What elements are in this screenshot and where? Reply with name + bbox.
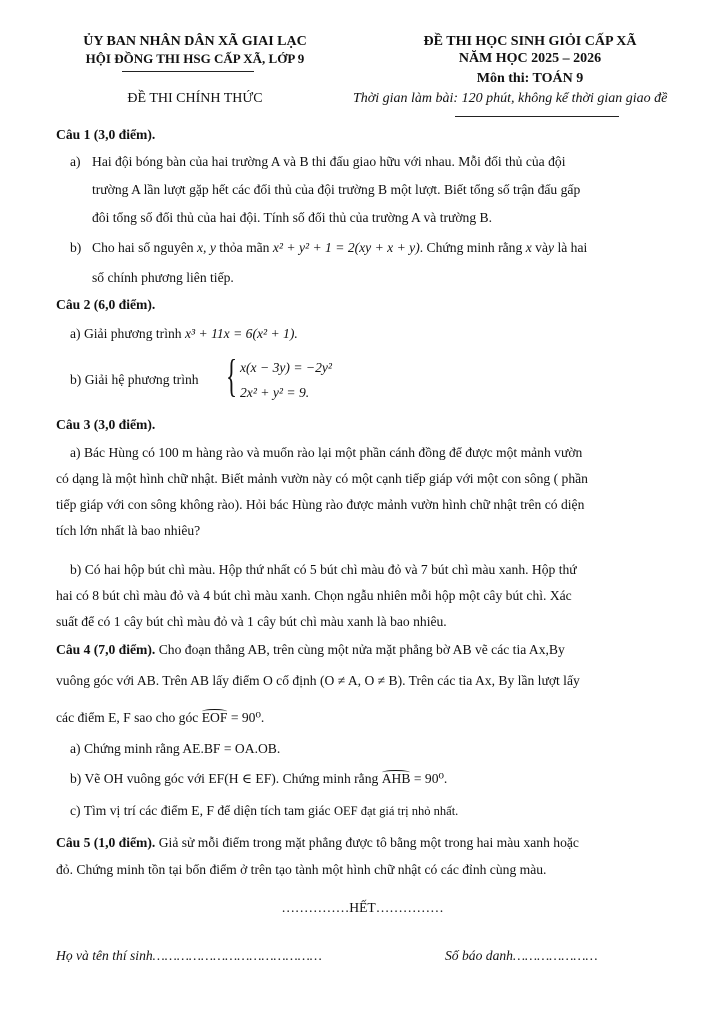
- q1-title: Câu 1 (3,0 điểm).: [56, 127, 156, 142]
- q1-b-x: x: [525, 240, 532, 255]
- exam-title: ĐỀ THI HỌC SINH GIỎI CẤP XÃ: [423, 34, 637, 49]
- q4-a: a) Chứng minh rằng AE.BF = OA.OB.: [70, 741, 281, 756]
- q3-a-line3: tiếp giáp với con sông không rào). Hỏi bác Hùng rào được mảnh vườn hình chữ nhật trên có diện: [56, 497, 585, 512]
- q4-c-end: OEF đạt giá trị nhỏ nhất.: [334, 804, 459, 818]
- q4-angle-eof: EOF: [201, 710, 228, 725]
- q1-b-line2: số chính phương liên tiếp.: [92, 270, 234, 285]
- system-brace: {: [226, 350, 238, 401]
- q1-b-line1: [92, 240, 587, 256]
- q4-text2: vuông góc với AB. Trên AB lấy điểm O cố định: [56, 673, 317, 688]
- q5-text1: Giả sử mỗi điểm trong mặt phẳng được tô bằng một trong hai màu xanh hoặc: [158, 835, 579, 850]
- q1-b-text2: thỏa mãn: [219, 240, 270, 255]
- q3-title: Câu 3 (3,0 điểm).: [56, 417, 156, 432]
- q4-angle-ahb: AHB: [381, 771, 411, 786]
- q2-a: [70, 326, 298, 342]
- q3-a-line2: có dạng là một hình chữ nhật. Biết mảnh vườn này có một cạnh tiếp giáp với một con sông ( phần: [56, 471, 588, 486]
- q4-text4: các điểm E, F sao cho góc: [56, 710, 199, 725]
- q2-b-eq2: 2x² + y² = 9.: [240, 385, 310, 400]
- q4-line2: [56, 673, 580, 689]
- right-underline: [455, 116, 619, 117]
- q1-b-text4: là hai: [557, 240, 588, 255]
- q4-c: [70, 803, 458, 819]
- q4-b-text: b) Vẽ OH vuông góc với EF(H ∈ EF). Chứng minh rằng: [70, 771, 379, 786]
- q2-b-text: b) Giải hệ phương trình: [70, 372, 199, 387]
- q4-c-text: c) Tìm vị trí các điểm E, F để diện tích tam giác: [70, 803, 331, 818]
- q4-title: Câu 4 (7,0 điểm).: [56, 642, 156, 657]
- q4-line1: [56, 642, 565, 658]
- q2-a-equation: x³ + 11x = 6(x² + 1).: [184, 326, 298, 341]
- candidate-number: Số báo danh…………………: [445, 948, 598, 963]
- council-name: HỘI ĐỒNG THI HSG CẤP XÃ, LỚP 9: [85, 51, 305, 66]
- q2-title: Câu 2 (6,0 điểm).: [56, 297, 156, 312]
- q4-b: [70, 771, 447, 787]
- candidate-name: Họ và tên thí sinh……………………………………: [56, 948, 322, 963]
- school-year: NĂM HỌC 2025 – 2026: [458, 51, 602, 66]
- q1-b-vars: x, y: [196, 240, 216, 255]
- q1-b-text1: Cho hai số nguyên: [92, 240, 194, 255]
- q1-a-line3: đôi tổng số đối thủ của hai đội. Tính số đối thủ của trường A và trường B.: [92, 210, 493, 225]
- q4-line3: [56, 710, 264, 726]
- authority-name: ỦY BAN NHÂN DÂN XÃ GIAI LẠC: [83, 34, 307, 49]
- q3-a-line4: tích lớn nhất là bao nhiêu?: [56, 523, 201, 538]
- q4-text5: = 90⁰.: [230, 710, 265, 725]
- official-exam-label: ĐỀ THI CHÍNH THỨC: [127, 91, 263, 106]
- q5-line1: [56, 835, 579, 851]
- q2-a-text: a) Giải phương trình: [70, 326, 182, 341]
- end-marker: ……………HẾT……………: [281, 900, 444, 915]
- q3-b-line1: b) Có hai hộp bút chì màu. Hộp thứ nhất có 5 bút chì màu đỏ và 7 bút chì màu xanh. Hộp thứ: [70, 562, 577, 577]
- q3-a-line1: a) Bác Hùng có 100 m hàng rào và muốn rào lại một phần cánh đồng để được một mảnh vườn: [70, 445, 583, 460]
- q4-text3: . Trên các tia Ax, By lần lượt lấy: [402, 673, 580, 688]
- time-allowed: Thời gian làm bài: 120 phút, không kể thời gian giao đề: [353, 91, 668, 106]
- q4-condition: (O ≠ A, O ≠ B): [319, 673, 403, 688]
- q1-a-line2: trường A lần lượt gặp hết các đối thủ của đội trường B một lượt. Biết tổng số trận đấu gấp: [92, 182, 581, 197]
- q1-b-and: và: [535, 240, 548, 255]
- q3-b-line2: hai có 8 bút chì màu đỏ và 4 bút chì màu xanh. Chọn ngẫu nhiên mỗi hộp một cây bút chì. Xác: [56, 588, 572, 603]
- left-underline: [122, 71, 254, 72]
- q4-b-end: = 90⁰.: [413, 771, 448, 786]
- q2-b-eq1: x(x − 3y) = −2y²: [240, 360, 332, 375]
- q5-line2: đỏ. Chứng minh tồn tại bốn điểm ở trên tạo tành một hình chữ nhật có các đỉnh cùng màu.: [56, 862, 547, 877]
- q4-text1: Cho đoạn thẳng AB, trên cùng một nửa mặt phẳng bờ AB vẽ các tia Ax,By: [158, 642, 565, 657]
- q1-b-equation: x² + y² + 1 = 2(xy + x + y): [272, 240, 420, 255]
- q1-b-y: y: [547, 240, 555, 255]
- subject: Môn thi: TOÁN 9: [476, 71, 584, 86]
- q1-b-text3: . Chứng minh rằng: [419, 240, 523, 255]
- q1-a-label: a): [70, 154, 81, 169]
- q1-a-line1: Hai đội bóng bàn của hai trường A và B thi đấu giao hữu với nhau. Mỗi đối thủ của đội: [92, 154, 566, 169]
- q5-title: Câu 5 (1,0 điểm).: [56, 835, 156, 850]
- q3-b-line3: suất để có 1 cây bút chì màu đỏ và 1 cây bút chì màu xanh là bao nhiêu.: [56, 614, 447, 629]
- q1-b-label: b): [70, 240, 82, 255]
